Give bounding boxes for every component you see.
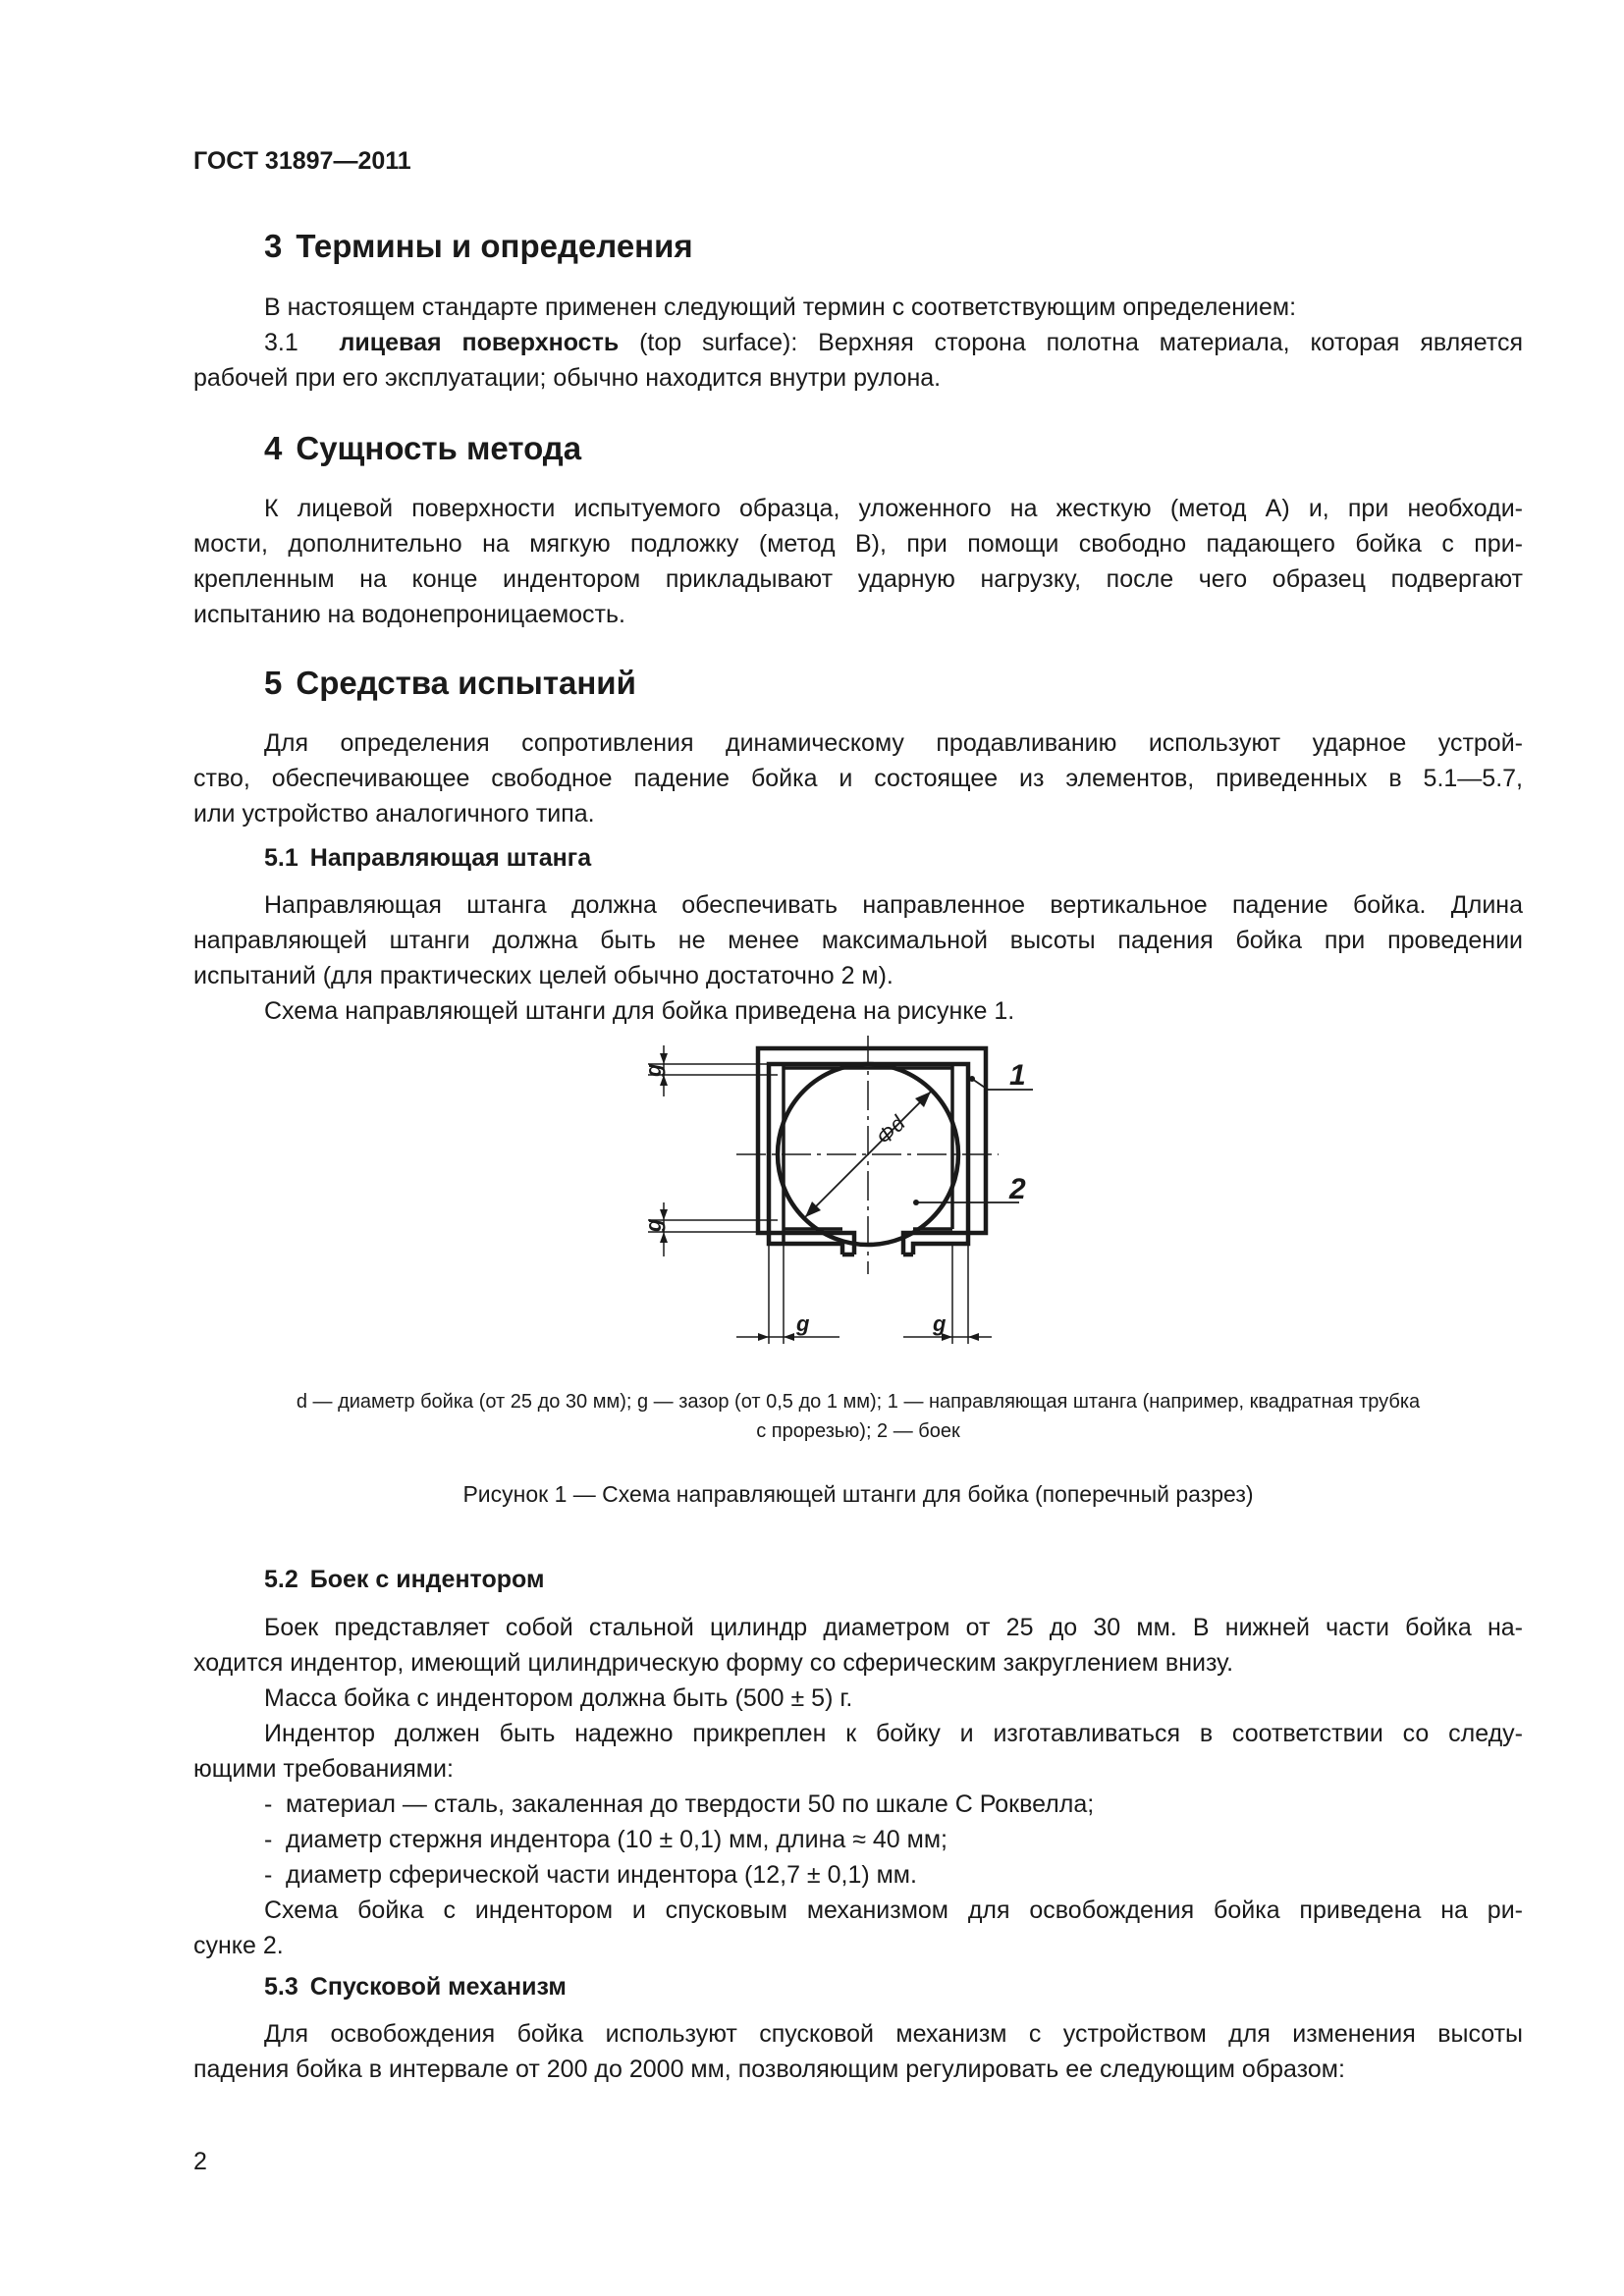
text-line: ходится индентор, имеющий цилиндрическую форму со сферическим закруглением внизу. <box>193 1649 1234 1677</box>
label-g-left: g <box>796 1311 810 1336</box>
g-left-arrow-1 <box>758 1333 769 1341</box>
text-line: испытанию на водонепроницаемость. <box>193 601 625 628</box>
text-line: ство, обеспечивающее свободное падение бойка и состоящее из элементов, приведенных в 5.1—5.7, <box>193 765 1523 792</box>
label-item-1: 1 <box>1009 1059 1026 1092</box>
item-1-dot <box>969 1076 975 1082</box>
text-line: крепленным на конце индентором прикладывают ударную нагрузку, после чего образец подвергают <box>193 565 1523 593</box>
g-bot-arrow-1 <box>660 1209 668 1220</box>
text-line: Для освобождения бойка используют спусковой механизм с устройством для изменения высоты <box>264 2020 1523 2048</box>
legend-line: d — диаметр бойка (от 25 до 30 мм); g — зазор (от 0,5 до 1 мм); 1 — направляющая штанга (например, квадратная трубка <box>296 1391 1421 1413</box>
list-item: - диаметр стержня индентора (10 ± 0,1) мм, длина ≈ 40 мм; <box>264 1826 947 1853</box>
subsection-5-1-body <box>193 887 1523 1029</box>
text-line: Направляющая штанга должна обеспечивать направленное вертикальное падение бойка. Длина <box>264 891 1523 919</box>
section-3-body <box>193 290 1523 396</box>
text-line: падения бойка в интервале от 200 до 2000 мм, позволяющим регулировать ее следующим образом: <box>193 2056 1345 2083</box>
section-4-body <box>193 491 1523 632</box>
subsection-5-2-heading: 5.2 Боек с индентором <box>264 1566 545 1593</box>
g-top-arrow-1 <box>660 1053 668 1064</box>
label-diameter: Φd <box>871 1110 910 1150</box>
g-bot-arrow-2 <box>660 1232 668 1243</box>
g-left-arrow-2 <box>784 1333 794 1341</box>
label-g-bottom: g <box>641 1218 666 1232</box>
subsection-5-3-body <box>193 2016 1523 2087</box>
mass-requirement: Масса бойка с индентором должна быть (500 ± 5) г. <box>264 1684 853 1712</box>
text-line: мости, дополнительно на мягкую подложку (метод В), при помощи свободно падающего бойка с при- <box>193 530 1523 558</box>
page-number: 2 <box>193 2148 207 2175</box>
term-3-1-line2: рабочей при его эксплуатации; обычно находится внутри рулона. <box>193 364 942 392</box>
text-line: К лицевой поверхности испытуемого образца, уложенного на жесткую (метод А) и, при необходи- <box>264 495 1523 522</box>
document-id: ГОСТ 31897—2011 <box>193 147 411 175</box>
text-line: направляющей штанги должна быть не менее максимальной высоты падения бойка при проведении <box>193 927 1523 954</box>
subsection-5-2-body <box>193 1610 1523 1963</box>
text-line: сунке 2. <box>193 1932 284 1959</box>
label-g-top: g <box>641 1063 666 1077</box>
text-line: испытаний (для практических целей обычно достаточно 2 м). <box>193 962 893 989</box>
text-line: ющими требованиями: <box>193 1755 454 1783</box>
figure-1-legend <box>193 1387 1523 1446</box>
g-right-arrow-2 <box>968 1333 979 1341</box>
text-line: Схема бойка с индентором и спусковым механизмом для освобождения бойка приведена на ри- <box>264 1896 1523 1924</box>
text-line: Для определения сопротивления динамическому продавливанию используют ударное устрой- <box>264 729 1523 757</box>
figure-1-reference: Схема направляющей штанги для бойка приведена на рисунке 1. <box>264 997 1015 1025</box>
label-item-2: 2 <box>1009 1173 1026 1205</box>
text-line: Боек представляет собой стальной цилиндр диаметром от 25 до 30 мм. В нижней части бойка на- <box>264 1614 1523 1641</box>
section-3-intro: В настоящем стандарте применен следующий термин с соответствующим определением: <box>264 294 1297 321</box>
section-3-heading: 3 Термины и определения <box>264 228 693 264</box>
text-line: или устройство аналогичного типа. <box>193 800 595 828</box>
list-item: - диаметр сферической части индентора (12,7 ± 0,1) мм. <box>264 1861 917 1889</box>
subsection-5-1-heading: 5.1 Направляющая штанга <box>264 844 592 872</box>
legend-line: с прорезью); 2 — боек <box>756 1420 960 1442</box>
figure-1-caption: Рисунок 1 — Схема направляющей штанги для бойка (поперечный разрез) <box>462 1481 1254 1507</box>
term-3-1-line1: 3.1 лицевая поверхность (top surface): Верхняя сторона полотна материала, которая является <box>264 329 1523 356</box>
section-5-body <box>193 725 1523 831</box>
text-line: Индентор должен быть надежно прикреплен к бойку и изготавливаться в соответствии со следу- <box>264 1720 1523 1747</box>
list-item: - материал — сталь, закаленная до твердости 50 по шкале С Роквелла; <box>264 1790 1095 1818</box>
section-5-heading: 5 Средства испытаний <box>264 665 636 701</box>
subsection-5-3-heading: 5.3 Спусковой механизм <box>264 1973 567 2001</box>
section-4-heading: 4 Сущность метода <box>264 430 582 466</box>
label-g-right: g <box>933 1311 947 1336</box>
figure-1-diagram <box>641 1036 1026 1355</box>
item-2-dot <box>913 1200 919 1205</box>
